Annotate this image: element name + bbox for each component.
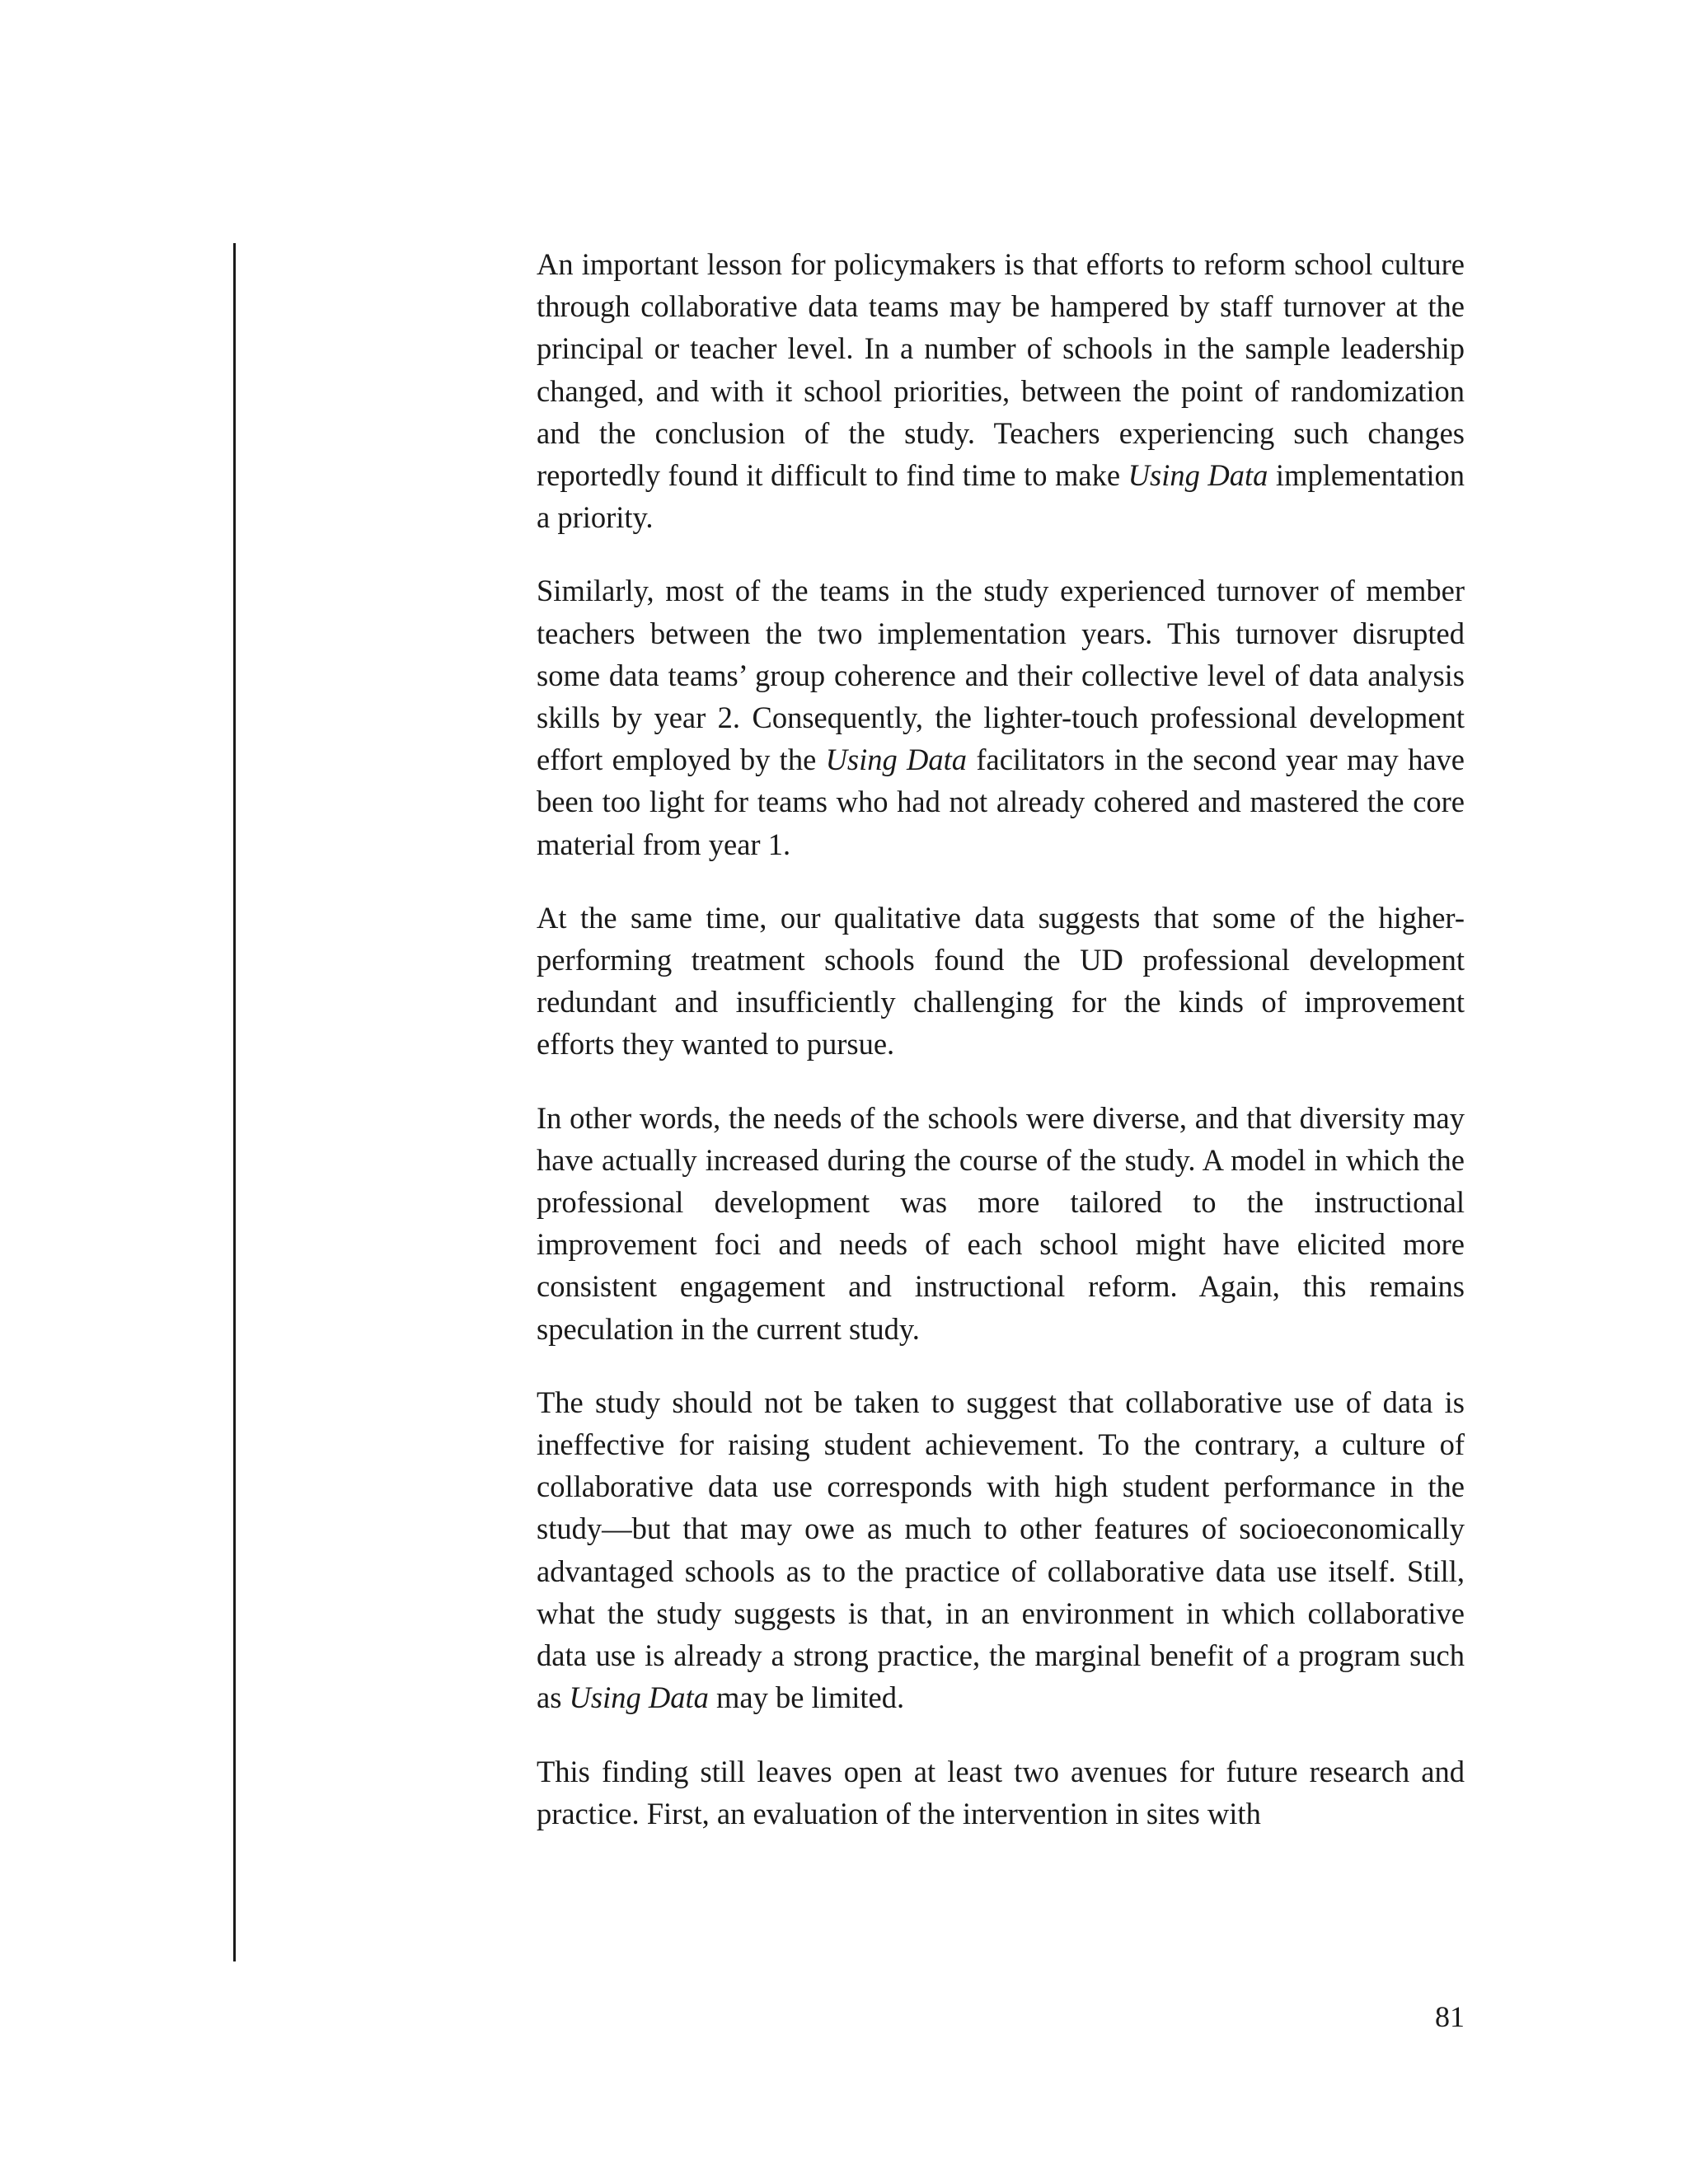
text-run: The study should not be taken to suggest that collaborative use of data is ineffective for raising student achievement. To the contrary, a culture of collaborative data use corresponds with high student performance in the study—but that may owe as much to other features of socioeconomically advantaged schools as to the practice of collaborative data use itself. Still, what the study suggests is that, in an environment in which collaborative data use is already a strong practice, the marginal benefit of a program such as bbox=[537, 1385, 1465, 1715]
text-run: At the same time, our qualitative data suggests that some of the higher-performing treatment schools found the UD professional development redundant and insufficiently challenging for the kinds of improvement efforts they wanted to pursue. bbox=[537, 900, 1465, 1062]
italic-text-run: Using Data bbox=[569, 1680, 709, 1715]
page-number: 81 bbox=[1435, 2000, 1465, 2033]
italic-text-run: Using Data bbox=[1128, 458, 1268, 493]
text-run: This finding still leaves open at least two avenues for future research and practice. First, an evaluation of the intervention in sites with bbox=[537, 1754, 1465, 1830]
text-run: may be limited. bbox=[708, 1680, 905, 1715]
text-run: An important lesson for policymakers is that efforts to reform school culture through collaborative data teams may be hampered by staff turnover at the principal or teacher level. In a number of schools in the sample leadership changed, and with it school priorities, between the point of randomization and the conclusion of the study. Teachers experiencing such changes reportedly found it difficult to find time to make bbox=[537, 247, 1465, 493]
italic-text-run: Using Data bbox=[825, 743, 968, 777]
margin-rule bbox=[233, 243, 236, 1961]
paragraph bbox=[537, 569, 1465, 865]
paragraph bbox=[537, 1750, 1465, 1835]
text-run: implementation a priority. bbox=[537, 458, 1465, 535]
text-run: In other words, the needs of the schools were diverse, and that diversity may have actually increased during the course of the study. A model in which the professional development was more tailored to the instructional improvement foci and needs of each school might have elicited more consistent engagement and instructional reform. Again, this remains speculation in the current study. bbox=[537, 1100, 1465, 1346]
text-run: facilitators in the second year may have been too light for teams who had not already cohered and mastered the core material from year 1. bbox=[537, 743, 1465, 861]
text-run: Similarly, most of the teams in the study experienced turnover of member teachers between the two implementation years. This turnover disrupted some data teams’ group coherence and their collective level of data analysis skills by year 2. Consequently, the lighter-touch professional development effort employed by the bbox=[537, 574, 1465, 777]
paragraph bbox=[537, 897, 1465, 1066]
paragraph bbox=[537, 1381, 1465, 1719]
paragraph bbox=[537, 243, 1465, 538]
paragraph bbox=[537, 1097, 1465, 1350]
body-text bbox=[537, 243, 1465, 1866]
